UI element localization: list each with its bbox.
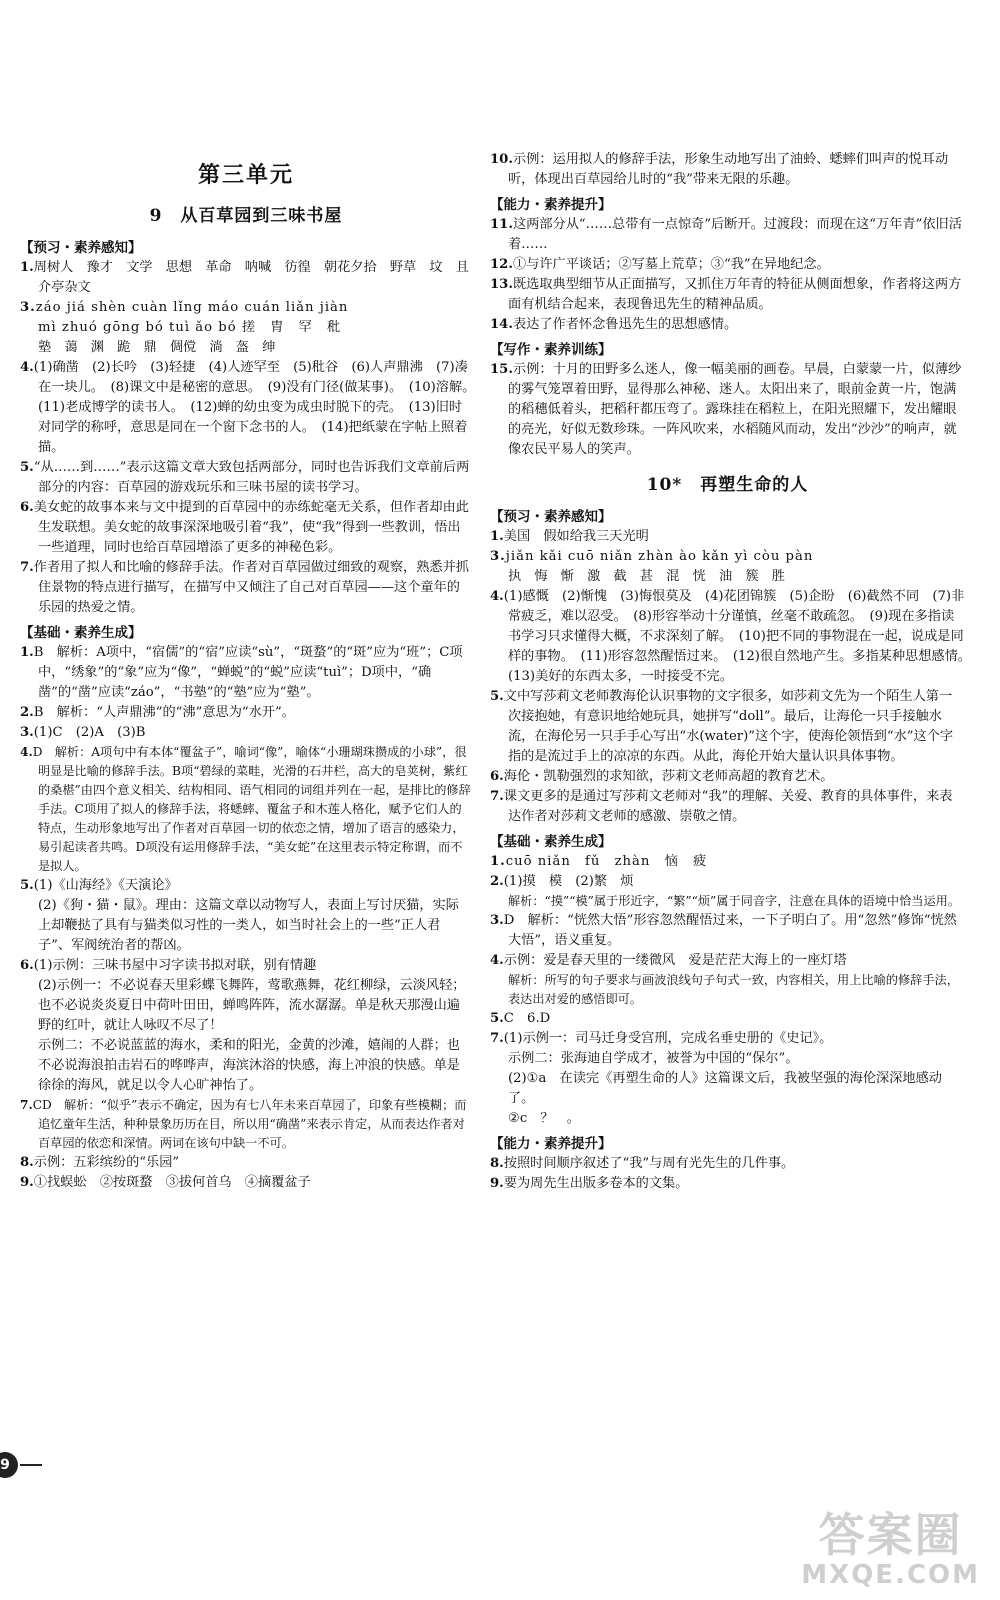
answer-text: 示例：五彩缤纷的“乐园” [33,1155,180,1170]
section-heading: 【写作・素养训练】 [490,342,612,358]
section-heading: 【基础・素养生成】 [490,834,612,850]
answer-text: 文中写莎莉文老师教海伦认识事物的文字很多，如莎莉文先为一个陌生人第一次接抱她，有意识地给她玩具，她拼写“doll”。最后，让海伦一只手接触水流，在海伦另一只手手心写出“水(water)”这个字，使海伦领悟到“水”这个字指的是流过手上的凉凉的东西。从此，海伦开始大量认识具体事物。 [503,689,954,764]
answer-item [490,951,965,971]
left-column [20,150,482,1193]
answer-continuation: 塾 蔼 渊 跪 鼎 倜傥 淌 盔 绅 [38,340,276,355]
answer-item [20,258,472,298]
answer-text: D 解析：“恍然大悟”形容忽然醒悟过来，一下子明白了。用“忽然”修饰“恍然大悟”，语义重复。 [503,913,957,948]
answer-text: 要为周先生出版多卷本的文集。 [503,1176,689,1191]
answer-text: (1)感慨 (2)惭愧 (3)悔恨莫及 (4)花团锦簇 (5)企盼 (6)截然不同 (7)非常疲乏，难以忍受。 (8)形容举动十分谨慎，丝毫不敢疏忽。 (9)现在多指读书学习只求懂得大概，不求深刻了解。 (10)把不同的事物混在一起，说成是同样的事物。 (11)形容忽然醒悟过来。 (12)很自然地产生。多指某种思想感情。 (13)美好的东西太多，一时接受不完。 [503,589,978,684]
answer-item [20,723,472,743]
watermark [801,1510,980,1590]
answer-text: 既选取典型细节从正面描写，又抓住万年青的特征从侧面想象，作者将这两方面有机结合起来，表现鲁迅先生的精神品质。 [508,277,962,312]
answer-number: 5. [490,1011,504,1026]
answer-text: (1)确凿 (2)长吟 (3)轻捷 (4)人迹罕至 (5)秕谷 (6)人声鼎沸 (7)凑在一块儿。 (8)课文中是秘密的意思。 (9)没有门径(做某事)。 (10)溶解。 (11)老成博学的读书人。 (12)蝉的幼虫变为成虫时脱下的壳。 (13)旧时对同学的称呼，意思是同在一个窗下念书的人。 (14)把纸蒙在字帖上照着描。 [33,360,482,455]
answer-text: 美女蛇的故事本来与文中提到的百草园中的赤练蛇毫无关系，但作者却由此生发联想。美女蛇的故事深深地吸引着“我”，使“我”得到一些教训，悟出一些道理，同时也给百草园增添了更多的神秘色彩。 [33,500,469,555]
answer-item [490,215,965,255]
section-heading: 【能力・素养提升】 [490,197,612,213]
answer-continuation: 解析：所写的句子要求与画波浪线句子句式一致，内容相关，用上比喻的修辞手法，表达出对爱的感悟即可。 [508,973,959,1006]
answer-item [20,458,472,498]
answer-item [490,1154,965,1174]
answer-continuation: ②c ？ 。 [508,1111,580,1126]
section-heading: 【预习・素养感知】 [20,240,142,256]
answer-number: 8. [490,1156,504,1171]
answer-item [20,1096,472,1153]
answer-number: 9. [490,1176,504,1191]
answer-item [20,1153,472,1173]
answer-text: cuō niǎn fǔ zhàn 恼 疲 [505,854,708,869]
answer-continuation: 示例二：不必说蓝蓝的海水，柔和的阳光，金黄的沙滩，嬉闹的人群；也不必说海浪拍击岩石的哗哗声，海滨沐浴的快感，海上冲浪的快感。单是徐徐的海风，就足以令人心旷神怡了。 [38,1038,460,1093]
answer-text: (1)《山海经》《天演论》 [33,878,178,893]
answer-item [490,852,965,872]
answer-text: 示例：十月的田野多么迷人，像一幅美丽的画卷。早晨，白蒙蒙一片，似薄纱的雾气笼罩着田野，显得那么神秘、迷人。太阳出来了，眼前金黄一片，饱满的稻穗低着头，把稻秆都压弯了。露珠挂在稻粒上，在阳光照耀下，发出耀眼的亮光，好似无数珍珠。一阵风吹来，水稻随风而动，发出“沙沙”的响声，就像农民平易人的笑声。 [508,362,962,457]
answer-number: 14. [490,317,513,332]
answer-item [20,703,472,723]
answer-continuation: 执 悔 惭 激 截 甚 混 恍 油 簇 胜 [508,569,785,584]
answer-text: (1)示例一：司马迁身受宫刑，完成名垂史册的《史记》。 [503,1031,833,1046]
answer-number: 9. [20,1175,34,1190]
answer-text: B 解析：A项中，“宿儒”的“宿”应读“sù”，“斑蝥”的“斑”应为“班”；C项中，“绣象”的“象”应为“像”，“蝉蜕”的“蜕”应读“tuì”；D项中，“确凿”的“凿”应读“záo”，“书塾”的“塾”应为“塾”。 [33,645,463,700]
answer-item [20,876,472,896]
answer-item [490,547,965,567]
answer-text: D 解析：A项句中有本体“覆盆子”，喻词“像”，喻体“小珊瑚珠攒成的小球”，很明显是比喻的修辞手法。B项“碧绿的菜畦，光滑的石井栏，高大的皂荚树，紫红的桑椹”由四个意义相关、结构相同、语气相同的词组并列在一起，是排比的修辞手法。C项用了拟人的修辞手法，将蟋蟀、覆盆子和木莲人格化，赋予它们人的特点，生动形象地写出了作者对百草园一切的依恋之情，增加了语言的感染力，易引起读者共鸣。D项没有运用修辞手法，“美女蛇”在这里表示特定称谓，而不是拟人。 [32,745,471,873]
answer-text: 周树人 豫才 文学 思想 革命 呐喊 彷徨 朝花夕拾 野草 坟 且介亭杂文 [33,260,469,295]
answer-list [490,150,965,460]
answer-number: 3. [20,300,36,315]
answer-text: 示例：运用拟人的修辞手法，形象生动地写出了油蛉、蟋蟀们叫声的悦耳动听，体现出百草园给儿时的“我”带来无限的乐趣。 [508,152,949,187]
answer-number: 12. [490,257,513,272]
answer-item [20,643,472,703]
answer-item [490,1009,965,1029]
answer-number: 5. [490,689,504,704]
answer-number: 7. [490,1031,504,1046]
answer-item [490,767,965,787]
answer-number: 10. [490,152,513,167]
answer-list [490,505,978,1194]
section-heading: 【能力・素养提升】 [490,1136,612,1152]
watermark-logo: 答案圈 [818,1508,963,1562]
answer-number: 4. [20,360,34,375]
answer-text: 课文更多的是通过写莎莉文老师对“我”的理解、关爱、教育的具体事件，来表达作者对莎莉文老师的感激、崇敬之情。 [503,789,953,824]
answer-item [490,255,965,275]
answer-number: 7. [490,789,504,804]
answer-continuation: mì zhuó gōng bó tuì ǎo bó 搓 胄 罕 秕 [38,320,342,335]
answer-text: 美国 假如给我三天光明 [503,529,649,544]
answer-item [490,787,965,827]
answer-number: 7. [20,1098,33,1112]
answer-item [490,587,978,687]
answer-number: 6. [20,958,34,973]
answer-number: 4. [490,589,504,604]
answer-number: 8. [20,1155,34,1170]
answer-item [20,956,472,976]
answer-number: 1. [20,645,34,660]
answer-number: 6. [20,500,34,515]
section-heading: 【基础・素养生成】 [20,625,142,641]
answer-continuation: 示例二：张海迪自学成才，被誉为中国的“保尔”。 [508,1051,799,1066]
answer-number: 7. [20,560,34,575]
answer-number: 1. [490,529,504,544]
answer-number: 11. [490,217,513,232]
right-column [490,150,978,1194]
answer-number: 13. [490,277,513,292]
answer-item [20,498,472,558]
answer-continuation: (2)①a 在读完《再塑生命的人》这篇课文后，我被坚强的海伦深深地感动了。 [508,1071,942,1106]
answer-item [20,358,482,458]
page-number-rule [20,1464,42,1466]
answer-number: 2. [20,705,34,720]
answer-text: 表达了作者怀念鲁迅先生的思想感情。 [512,317,738,332]
answer-text: 按照时间顺序叙述了“我”与周有光先生的几件事。 [503,1156,795,1171]
unit-title: 第三单元 [197,162,294,188]
answer-item [490,150,965,190]
answer-text: 示例：爱是春天里的一缕微风 爱是茫茫大海上的一座灯塔 [503,953,847,968]
answer-item [490,527,965,547]
answer-text: CD 解析：“似乎”表示不确定，因为有七八年未来百草园了，印象有些模糊；而追忆童年生活，种种景象历历在目，所以用“确凿”来表示肯定，从而表达作者对百草园的依恋和深情。两词在该句中缺一不可。 [32,1098,467,1150]
answer-text: (1)示例：三味书屋中习字读书拟对联，别有情趣 [33,958,317,973]
answer-item [20,743,472,876]
page-number: 9 [0,1452,18,1478]
answer-number: 6. [490,769,504,784]
answer-text: ①找蜈蚣 ②按斑蝥 ③拔何首乌 ④摘覆盆子 [33,1175,311,1190]
answer-item [490,1174,965,1194]
lesson-title: 10* 再塑生命的人 [646,475,809,495]
answer-item [490,315,965,335]
section-heading: 【预习・素养感知】 [490,509,612,525]
answer-list [20,236,482,1193]
lesson-title: 9 从百草园到三味书屋 [149,206,343,226]
answer-number: 4. [490,953,504,968]
answer-item [490,872,965,892]
answer-number: 3. [20,725,34,740]
answer-text: jiǎn kǎi cuō niǎn zhàn ào kǎn yì còu pàn [505,549,814,564]
answer-text: C 6.D [503,1011,551,1026]
answer-number: 1. [490,854,506,869]
answer-number: 5. [20,460,34,475]
answer-number: 1. [20,260,34,275]
watermark-domain: MXQE.COM [801,1560,980,1590]
answer-item [490,911,965,951]
answer-number: 3. [490,549,506,564]
answer-number: 4. [20,745,33,759]
answer-text: 海伦・凯勒强烈的求知欲，莎莉文老师高超的教育艺术。 [503,769,834,784]
answer-text: záo jiá shèn cuàn lǐng máo cuán liǎn jiàn [35,300,349,315]
answer-text: “从……到……”表示这篇文章大致包括两部分，同时也告诉我们文章前后两部分的内容：百草园的游戏玩乐和三味书屋的读书学习。 [33,460,470,495]
answer-item [490,687,965,767]
answer-item [490,1029,965,1049]
answer-item [20,558,472,618]
answer-number: 3. [490,913,504,928]
answer-item [20,298,472,318]
answer-number: 15. [490,362,513,377]
answer-continuation: 解析：“摸”“模”属于形近字，“繁”“烦”属于同音字，注意在具体的语境中恰当运用。 [508,894,961,908]
answer-item [490,275,965,315]
answer-text: B 解析：“人声鼎沸”的“沸”意思为“水开”。 [33,705,295,720]
answer-continuation: (2)《狗・猫・鼠》。理由：这篇文章以动物写人，表面上写讨厌猫，实际上却鞭挞了具有与猫类似习性的一类人，如当时社会上的一些“正人君子”、军阀统治者的帮凶。 [38,898,459,953]
answer-item [490,360,965,460]
answer-text: 这两部分从“……总带有一点惊奇”后断开。过渡段：而现在这“万年青”依旧活着…… [508,217,962,252]
answer-text: ①与许广平谈话；②写墓上荒草；③“我”在异地纪念。 [512,257,830,272]
answer-number: 5. [20,878,34,893]
answer-number: 2. [490,874,504,889]
answer-text: 作者用了拟人和比喻的修辞手法。作者对百草园做过细致的观察，熟悉并抓住景物的特点进行描写，在描写中又倾注了自己对百草园——这个童年的乐园的热爱之情。 [33,560,469,615]
answer-continuation: (2)示例一：不必说春天里彩蝶飞舞阵，莺歌燕舞，花红柳绿，云淡风轻；也不必说炎炎夏日中荷叶田田，蝉鸣阵阵，流水潺潺。单是秋天那漫山遍野的红叶，就让人咏叹不尽了！ [38,978,466,1033]
answer-text: (1)摸 模 (2)繁 烦 [503,874,634,889]
answer-text: (1)C (2)A (3)B [33,725,146,740]
answer-item [20,1173,472,1193]
